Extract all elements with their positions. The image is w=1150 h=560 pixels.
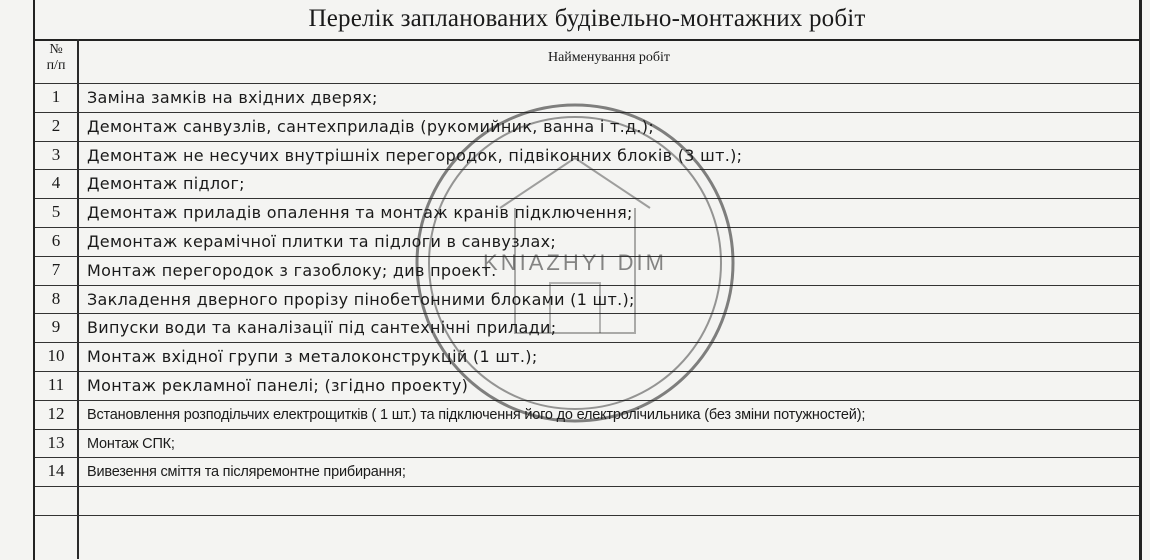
row-number: 2 [51, 115, 61, 135]
row-number: 13 [47, 432, 65, 452]
row-number: 11 [47, 374, 65, 394]
page-title: Перелік запланованих будівельно-монтажних робіт [308, 5, 866, 32]
column-header-name: Найменування робіт [547, 50, 671, 65]
table-row [35, 371, 1139, 400]
row-work-name: Демонтаж керамічної плитки та підлоги в санвузлах; [87, 231, 557, 251]
row-number: 3 [51, 144, 61, 164]
row-work-name: Монтаж вхідної групи з металоконструкцій (1 шт.); [87, 347, 538, 367]
table-row [35, 342, 1139, 371]
column-header-number [35, 42, 77, 74]
row-number: 5 [51, 202, 61, 222]
row-number: 4 [51, 173, 61, 193]
row-work-name: Встановлення розподільчих електрощитків ( 1 шт.) та підключення його до електролічильника (без зміни потужностей); [87, 406, 866, 423]
table-row [35, 227, 1139, 256]
row-number: 12 [47, 403, 65, 423]
row-number: 10 [47, 346, 65, 366]
row-work-name: Демонтаж приладів опалення та монтаж кранів підключення; [87, 203, 633, 223]
column-header-number-symbol: № [49, 42, 63, 57]
row-number: 1 [51, 87, 61, 106]
row-number: 7 [51, 259, 61, 279]
column-header-number-abbr: п/п [46, 58, 66, 73]
watermark-text: KNIAZHYI DIM [483, 250, 667, 275]
table-row [35, 83, 1139, 112]
table-row [35, 400, 1139, 429]
table-body [35, 83, 1139, 544]
row-number: 9 [51, 317, 61, 337]
row-work-name: Демонтаж санвузлів, сантехприладів (рукомийник, ванна і т.д.); [87, 116, 655, 136]
row-work-name: Монтаж СПК; [87, 435, 175, 452]
table-row [35, 313, 1139, 342]
table-row [35, 486, 1139, 515]
row-work-name: Демонтаж не несучих внутрішніх перегородок, підвіконних блоків (3 шт.); [87, 145, 743, 165]
row-work-name: Монтаж рекламної панелі; (згідно проекту) [87, 375, 469, 395]
row-work-name: Випуски води та каналізації під сантехнічні прилади; [87, 318, 557, 338]
row-number: 8 [51, 288, 61, 308]
table-row [35, 429, 1139, 458]
row-number: 14 [47, 461, 65, 481]
row-work-name: Заміна замків на вхідних дверях; [87, 88, 378, 107]
row-work-name: Вивезення сміття та післяремонтне прибирання; [87, 464, 406, 481]
row-number: 6 [51, 230, 61, 250]
table-row [35, 141, 1139, 170]
table-row [35, 457, 1139, 486]
row-work-name: Закладення дверного прорізу пінобетонними блоками (1 шт.); [87, 289, 635, 309]
table-row [35, 169, 1139, 198]
row-work-name: Демонтаж підлог; [87, 174, 245, 194]
table-frame [33, 0, 1142, 560]
header-divider [35, 39, 1139, 41]
table-row [35, 112, 1139, 141]
row-work-name: Монтаж перегородок з газоблоку; див проект. [87, 260, 497, 280]
table-row [35, 285, 1139, 314]
table-row [35, 256, 1139, 285]
table-row [35, 198, 1139, 227]
table-row [35, 515, 1139, 544]
